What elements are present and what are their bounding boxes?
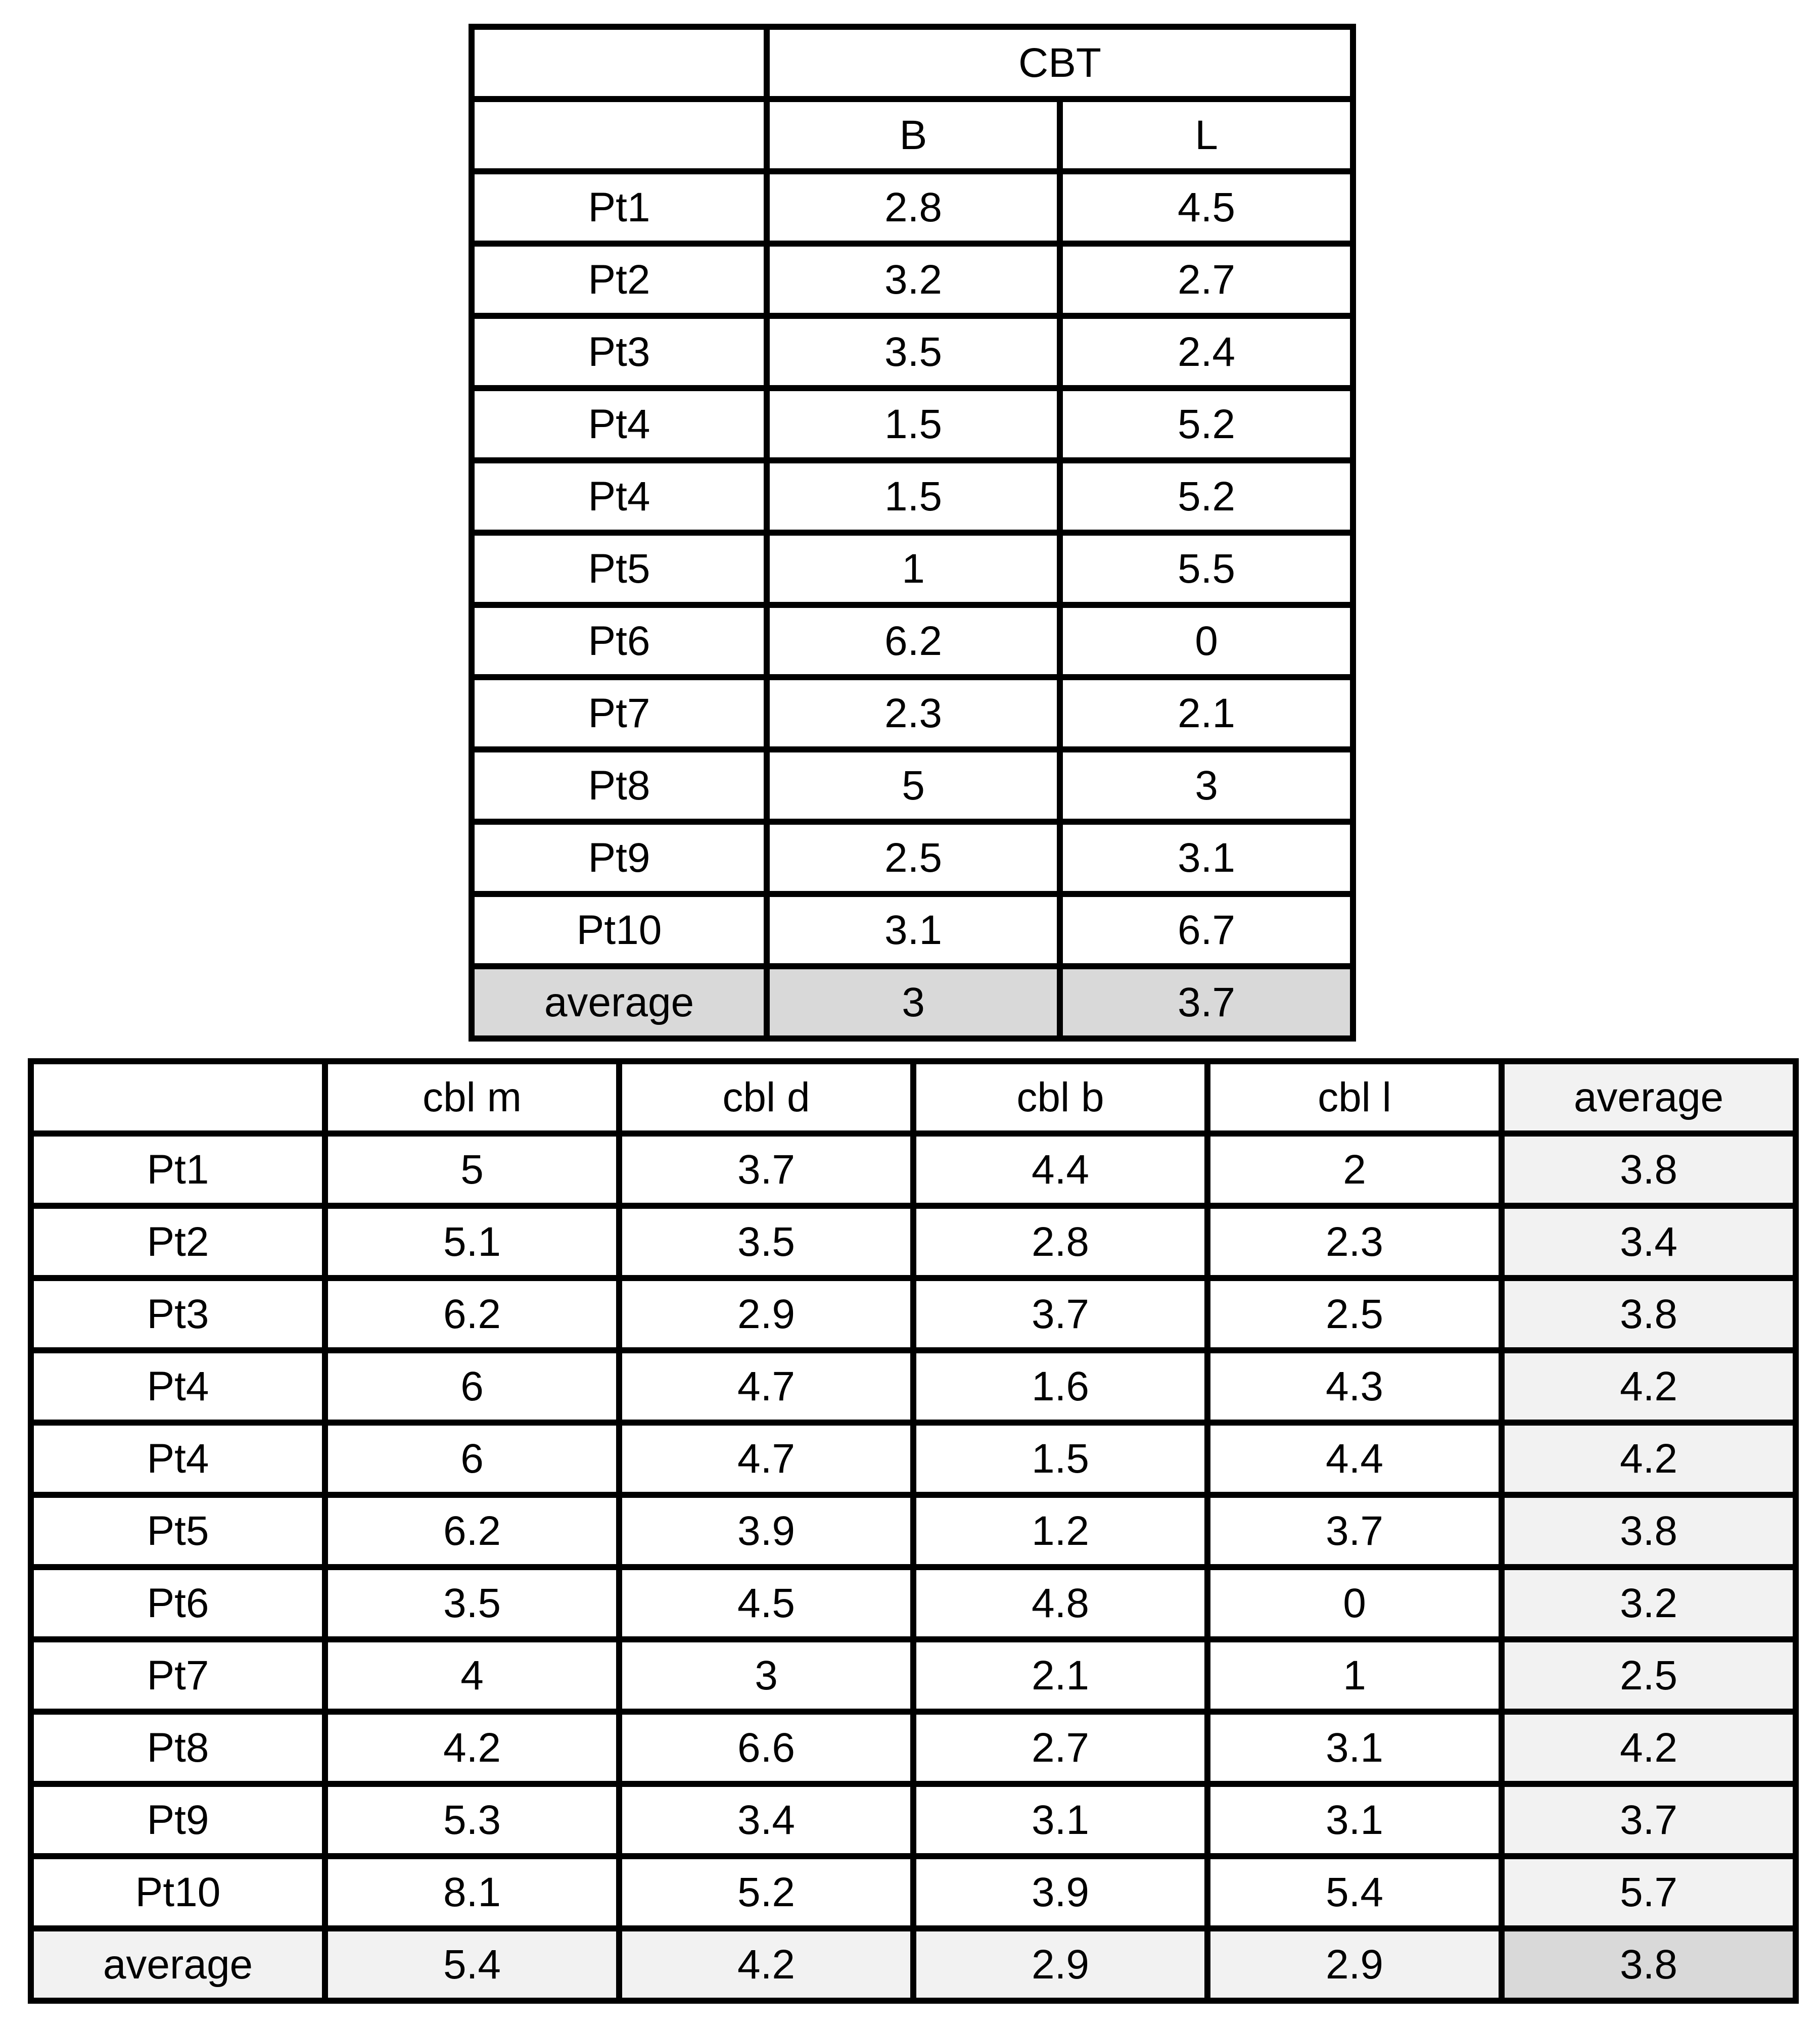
table-cell: 1 <box>1207 1639 1502 1712</box>
table-cell: 1.5 <box>767 388 1060 460</box>
table-row <box>31 1134 1796 1206</box>
overall-average-cell: 3.8 <box>1502 1928 1796 2001</box>
row-label: Pt9 <box>31 1784 325 1856</box>
table-cell: 3.7 <box>1207 1495 1502 1567</box>
table-cell: 3.1 <box>1207 1712 1502 1784</box>
row-label: Pt8 <box>31 1712 325 1784</box>
table-row <box>31 1350 1796 1423</box>
corner-cell <box>31 1061 325 1134</box>
table-cell: 4.4 <box>913 1134 1207 1206</box>
table-row <box>31 1278 1796 1350</box>
average-row <box>31 1928 1796 2001</box>
row-average-cell: 3.7 <box>1502 1784 1796 1856</box>
row-label: Pt9 <box>472 822 767 894</box>
table-row <box>472 171 1353 244</box>
table-cell: 1.2 <box>913 1495 1207 1567</box>
average-cell: 3 <box>767 966 1060 1039</box>
table-cell: 3.7 <box>619 1134 913 1206</box>
average-cell: 2.9 <box>913 1928 1207 2001</box>
row-average-cell: 3.8 <box>1502 1134 1796 1206</box>
table-row <box>472 460 1353 533</box>
table-cell: 4.8 <box>913 1567 1207 1639</box>
table-cell: 6 <box>325 1350 619 1423</box>
table-cell: 3.5 <box>767 316 1060 388</box>
row-average-cell: 2.5 <box>1502 1639 1796 1712</box>
table-cell: 0 <box>1207 1567 1502 1639</box>
cbt-group-header-row <box>472 27 1353 99</box>
row-label: Pt7 <box>472 677 767 749</box>
table-cell: 3.1 <box>913 1784 1207 1856</box>
row-label: Pt4 <box>31 1350 325 1423</box>
table-cell: 1 <box>767 533 1060 605</box>
table-cell: 4.3 <box>1207 1350 1502 1423</box>
table-row <box>472 605 1353 677</box>
table-cell: 1.5 <box>767 460 1060 533</box>
column-header: L <box>1060 99 1353 171</box>
table-cell: 5.2 <box>1060 460 1353 533</box>
table-row <box>472 749 1353 822</box>
cbt-group-header: CBT <box>767 27 1353 99</box>
average-cell: 3.7 <box>1060 966 1353 1039</box>
row-label: Pt6 <box>472 605 767 677</box>
table-cell: 2.1 <box>913 1639 1207 1712</box>
table-cell: 3.1 <box>1060 822 1353 894</box>
row-label: Pt10 <box>31 1856 325 1928</box>
corner-cell <box>472 99 767 171</box>
row-label: Pt1 <box>472 171 767 244</box>
table-cell: 3.1 <box>767 894 1060 966</box>
table-cell: 3.9 <box>619 1495 913 1567</box>
column-header: B <box>767 99 1060 171</box>
column-header: cbl d <box>619 1061 913 1134</box>
table-cell: 2.1 <box>1060 677 1353 749</box>
table-cell: 5 <box>767 749 1060 822</box>
table-cell: 5.2 <box>1060 388 1353 460</box>
row-label: Pt2 <box>472 244 767 316</box>
table-cell: 3.9 <box>913 1856 1207 1928</box>
table-row <box>472 533 1353 605</box>
table-row <box>472 822 1353 894</box>
table-cell: 3.4 <box>619 1784 913 1856</box>
table-cell: 4.7 <box>619 1350 913 1423</box>
table-row <box>31 1856 1796 1928</box>
table-row <box>472 316 1353 388</box>
table-cell: 5.1 <box>325 1206 619 1278</box>
table-cell: 2.8 <box>913 1206 1207 1278</box>
cbt-table <box>469 24 1356 1042</box>
table-cell: 6.7 <box>1060 894 1353 966</box>
table-cell: 2.5 <box>1207 1278 1502 1350</box>
cbl-column-header-row <box>31 1061 1796 1134</box>
table-cell: 2.3 <box>1207 1206 1502 1278</box>
table-row <box>31 1495 1796 1567</box>
table-cell: 5.5 <box>1060 533 1353 605</box>
table-cell: 3.7 <box>913 1278 1207 1350</box>
table-cell: 2 <box>1207 1134 1502 1206</box>
column-header: average <box>1502 1061 1796 1134</box>
table-row <box>472 677 1353 749</box>
table-cell: 3.5 <box>619 1206 913 1278</box>
cbl-table <box>28 1058 1799 2004</box>
table-cell: 5 <box>325 1134 619 1206</box>
table-cell: 6.2 <box>767 605 1060 677</box>
table-cell: 3.5 <box>325 1567 619 1639</box>
row-label: Pt4 <box>31 1423 325 1495</box>
table-cell: 1.5 <box>913 1423 1207 1495</box>
table-cell: 1.6 <box>913 1350 1207 1423</box>
table-cell: 6.2 <box>325 1495 619 1567</box>
table-row <box>31 1423 1796 1495</box>
table-cell: 6.6 <box>619 1712 913 1784</box>
table-row <box>472 894 1353 966</box>
cbl-table-body <box>31 1061 1796 2001</box>
table-cell: 6 <box>325 1423 619 1495</box>
table-row <box>472 244 1353 316</box>
table-cell: 5.2 <box>619 1856 913 1928</box>
table-cell: 4.7 <box>619 1423 913 1495</box>
average-label: average <box>472 966 767 1039</box>
row-label: Pt5 <box>472 533 767 605</box>
table-row <box>31 1206 1796 1278</box>
average-label: average <box>31 1928 325 2001</box>
table-cell: 2.5 <box>767 822 1060 894</box>
corner-cell <box>472 27 767 99</box>
table-cell: 2.8 <box>767 171 1060 244</box>
cbt-column-header-row <box>472 99 1353 171</box>
table-row <box>31 1712 1796 1784</box>
row-average-cell: 4.2 <box>1502 1423 1796 1495</box>
row-average-cell: 5.7 <box>1502 1856 1796 1928</box>
average-row <box>472 966 1353 1039</box>
table-cell: 4.2 <box>325 1712 619 1784</box>
row-label: Pt5 <box>31 1495 325 1567</box>
table-cell: 2.9 <box>619 1278 913 1350</box>
table-cell: 8.1 <box>325 1856 619 1928</box>
table-row <box>31 1784 1796 1856</box>
row-average-cell: 4.2 <box>1502 1712 1796 1784</box>
table-cell: 2.7 <box>913 1712 1207 1784</box>
table-cell: 4.4 <box>1207 1423 1502 1495</box>
table-cell: 5.4 <box>1207 1856 1502 1928</box>
row-label: Pt4 <box>472 460 767 533</box>
table-cell: 2.7 <box>1060 244 1353 316</box>
row-average-cell: 3.2 <box>1502 1567 1796 1639</box>
column-header: cbl b <box>913 1061 1207 1134</box>
table-cell: 3.2 <box>767 244 1060 316</box>
row-label: Pt6 <box>31 1567 325 1639</box>
average-cell: 2.9 <box>1207 1928 1502 2001</box>
table-cell: 4.5 <box>619 1567 913 1639</box>
column-header: cbl m <box>325 1061 619 1134</box>
table-cell: 0 <box>1060 605 1353 677</box>
row-label: Pt2 <box>31 1206 325 1278</box>
table-cell: 2.3 <box>767 677 1060 749</box>
cbt-table-body <box>472 27 1353 1039</box>
row-label: Pt4 <box>472 388 767 460</box>
row-label: Pt1 <box>31 1134 325 1206</box>
row-label: Pt3 <box>472 316 767 388</box>
row-label: Pt10 <box>472 894 767 966</box>
average-cell: 4.2 <box>619 1928 913 2001</box>
row-label: Pt7 <box>31 1639 325 1712</box>
table-row <box>31 1567 1796 1639</box>
table-cell: 6.2 <box>325 1278 619 1350</box>
row-label: Pt8 <box>472 749 767 822</box>
table-cell: 3 <box>619 1639 913 1712</box>
column-header: cbl l <box>1207 1061 1502 1134</box>
row-label: Pt3 <box>31 1278 325 1350</box>
row-average-cell: 3.8 <box>1502 1495 1796 1567</box>
table-row <box>472 388 1353 460</box>
table-cell: 3.1 <box>1207 1784 1502 1856</box>
average-cell: 5.4 <box>325 1928 619 2001</box>
table-cell: 4 <box>325 1639 619 1712</box>
table-cell: 3 <box>1060 749 1353 822</box>
table-row <box>31 1639 1796 1712</box>
row-average-cell: 4.2 <box>1502 1350 1796 1423</box>
table-cell: 2.4 <box>1060 316 1353 388</box>
row-average-cell: 3.4 <box>1502 1206 1796 1278</box>
table-cell: 5.3 <box>325 1784 619 1856</box>
table-cell: 4.5 <box>1060 171 1353 244</box>
row-average-cell: 3.8 <box>1502 1278 1796 1350</box>
